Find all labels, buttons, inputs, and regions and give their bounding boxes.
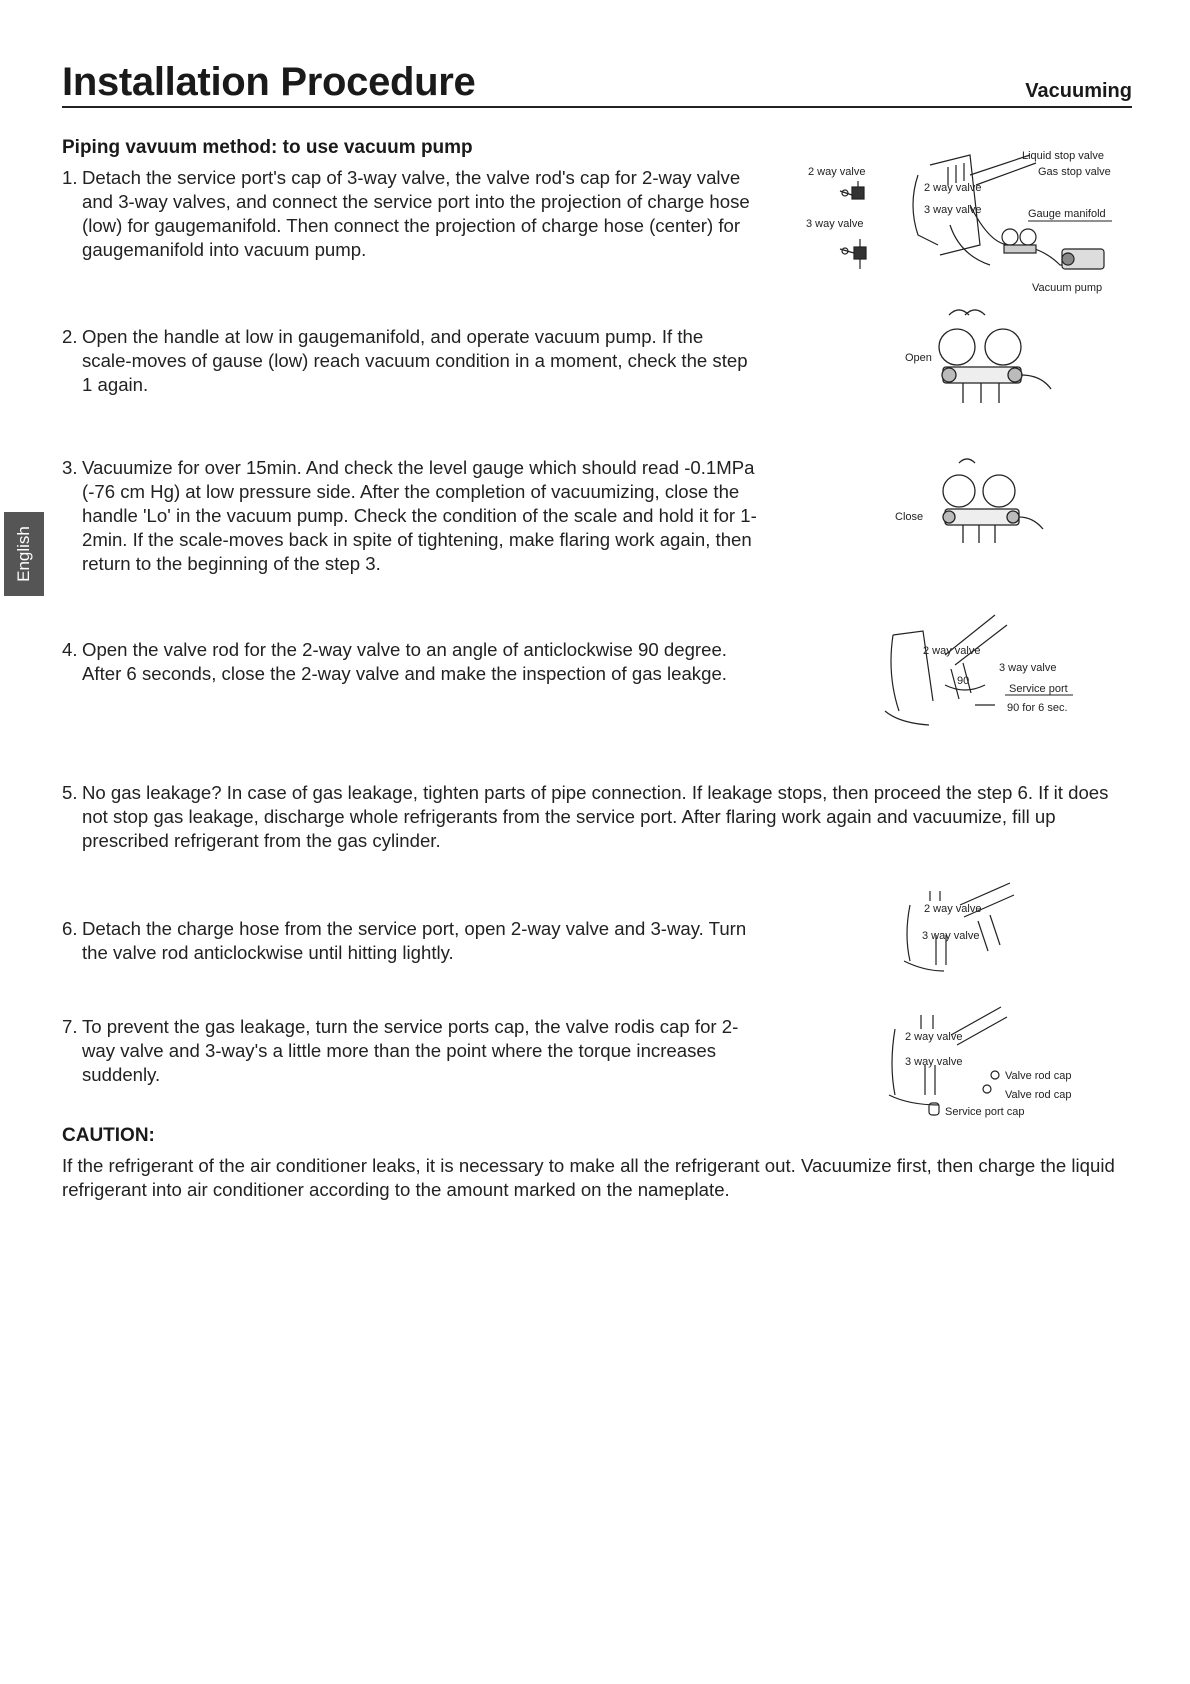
step-number: 5. (62, 782, 78, 803)
method-heading: Piping vavuum method: to use vacuum pump (62, 137, 473, 158)
step-7 (62, 1015, 752, 1087)
figure-vacuum-setup (800, 145, 1130, 300)
fig6-three-way-label: 3 way valve (922, 930, 980, 942)
figure-valve-90 (885, 625, 1085, 725)
step-2 (62, 325, 752, 397)
gauge-manifold-close-icon (943, 459, 1043, 543)
three-way-valve-icon (840, 239, 866, 269)
header-rule (62, 106, 1132, 108)
gauge-manifold-open-icon (939, 310, 1051, 403)
page-title: Installation Procedure (62, 60, 476, 104)
step-5 (62, 781, 1134, 853)
section-label: Vacuuming (1025, 80, 1132, 102)
fig7-rod-cap-1-label: Valve rod cap (1005, 1070, 1072, 1082)
figure-valves-open (900, 885, 1050, 975)
step-number: 7. (62, 1016, 78, 1037)
step-3 (62, 456, 762, 576)
fig7-service-cap-label: Service port cap (945, 1106, 1025, 1118)
fig6-two-way-label: 2 way valve (924, 903, 982, 915)
step-number: 2. (62, 326, 78, 347)
step-number: 6. (62, 918, 78, 939)
step-text: Open the handle at low in gaugemanifold, and operate vacuum pump. If the scale-moves of gause (low) reach vacuum condition in a moment, check the step 1 again. (82, 326, 748, 395)
fig4-three-way-label: 3 way valve (999, 662, 1057, 674)
fig1-two-way-b-label: 2 way valve (924, 182, 982, 194)
two-way-valve-icon (840, 181, 864, 199)
caution-heading: CAUTION: (62, 1125, 155, 1146)
caution-text: If the refrigerant of the air conditioner leaks, it is necessary to make all the refrigerant out. Vacuumize first, then charge the liquid refrigerant into air conditioner according to the amount marked on the nameplate. (62, 1155, 1115, 1200)
fig1-three-way-b-label: 3 way valve (924, 204, 982, 216)
step-text: Open the valve rod for the 2-way valve to an angle of anticlockwise 90 degree. After 6 seconds, close the 2-way valve and make the inspection of gas leakge. (82, 639, 727, 684)
gauge-manifold-icon (1002, 229, 1036, 253)
vacuum-pump-icon (1062, 249, 1104, 269)
figure-manifold-open (905, 305, 1055, 415)
fig3-close-label: Close (895, 511, 924, 523)
valve-open-icon (904, 883, 1014, 971)
step-text: Detach the service port's cap of 3-way valve, the valve rod's cap for 2-way valve and 3-way valves, and connect the service port into the projection of charge hose (low) for gaugemanifold. Then connect the projection of charge hose (center) for gaugemanifold into vacuum pump. (82, 167, 750, 260)
language-tab-label: English (14, 526, 33, 582)
fig2-open-label: Open (905, 352, 932, 364)
fig4-angle-label: 90 (957, 675, 970, 687)
fig7-two-way-label: 2 way valve (905, 1031, 963, 1043)
step-4 (62, 638, 752, 686)
figure-manifold-close (895, 455, 1045, 555)
step-number: 1. (62, 167, 78, 188)
fig4-note-label: 90 for 6 sec. (1007, 702, 1068, 714)
step-number: 4. (62, 639, 78, 660)
fig1-two-way-label: 2 way valve (808, 166, 866, 178)
figure-caps (885, 1005, 1085, 1125)
step-number: 3. (62, 457, 78, 478)
fig1-vacuum-pump-label: Vacuum pump (1032, 282, 1103, 294)
fig1-three-way-label: 3 way valve (806, 218, 864, 230)
fig7-rod-cap-2-label: Valve rod cap (1005, 1089, 1072, 1101)
step-1 (62, 166, 762, 262)
step-text: To prevent the gas leakage, turn the service ports cap, the valve rodis cap for 2-way valve and 3-way's a little more than the point where the torque increases suddenly. (82, 1016, 739, 1085)
fig1-liquid-stop-label: Liquid stop valve (1022, 150, 1104, 162)
valve-rotation-icon (885, 615, 1007, 725)
fig7-three-way-label: 3 way valve (905, 1056, 963, 1068)
step-text: Vacuumize for over 15min. And check the level gauge which should read -0.1MPa (-76 cm Hg) at low pressure side. After the completion of vacuumizing, close the handle 'Lo' in the vacuum pump. Check the condition of the scale and hold it for 1-2min. If the scale-moves back in spite of tightening, make flaring work again, then return to the beginning of the step 3. (82, 457, 757, 574)
step-6 (62, 917, 762, 965)
fig1-gauge-manifold-label: Gauge manifold (1028, 208, 1106, 220)
fig4-two-way-label: 2 way valve (923, 645, 981, 657)
fig1-gas-stop-label: Gas stop valve (1038, 166, 1111, 178)
language-tab[interactable] (4, 512, 44, 596)
fig4-service-port-label: Service port (1009, 683, 1068, 695)
step-text: Detach the charge hose from the service port, open 2-way valve and 3-way. Turn the valve rod anticlockwise until hitting lightly. (82, 918, 747, 963)
step-text: No gas leakage? In case of gas leakage, tighten parts of pipe connection. If leakage stops, then proceed the step 6. If it does not stop gas leakage, discharge whole refrigerants from the service port. After flaring work again and vacuumize, fill up prescribed refrigerant from the gas cylinder. (82, 782, 1109, 851)
